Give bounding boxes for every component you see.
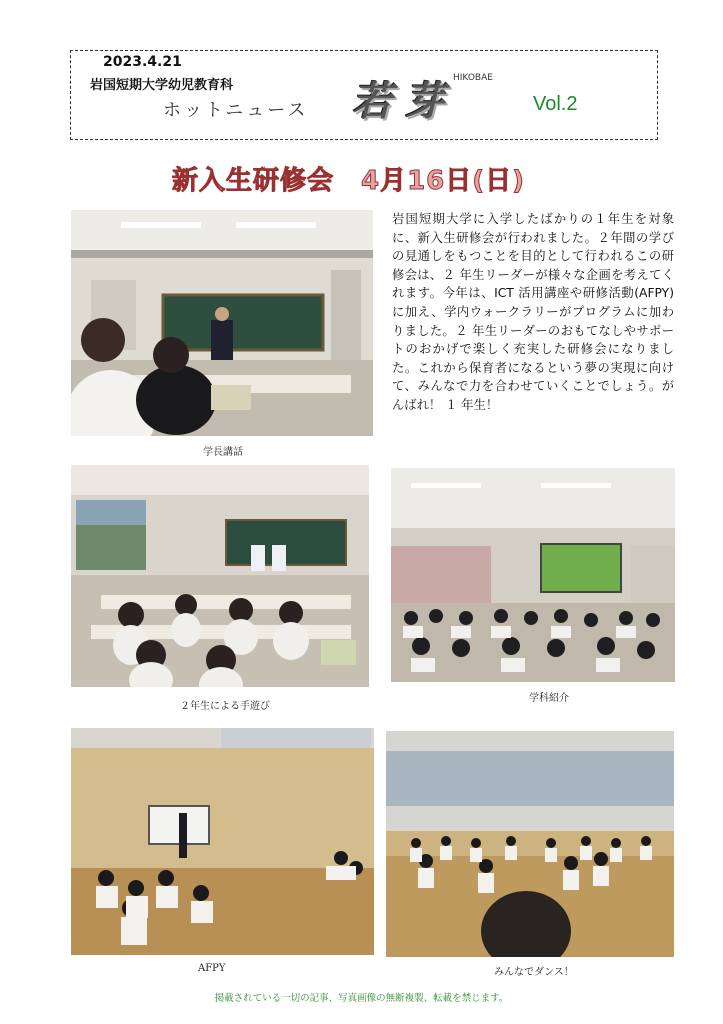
- issue-date: 2023.4.21: [103, 54, 182, 70]
- volume-number: Vol.2: [533, 93, 578, 115]
- photo-afpy: [71, 728, 374, 955]
- photo-caption-afpy: AFPY: [198, 963, 226, 974]
- photo-caption-hand-play: ２年生による手遊び: [180, 701, 270, 712]
- photo-hand-play: [71, 465, 369, 687]
- newsletter-logo: 若芽: [352, 78, 456, 125]
- department-name: 岩国短期大学幼児教育科: [90, 78, 234, 93]
- photo-president-lecture: [71, 210, 373, 436]
- newsletter-name: ホットニュース: [163, 100, 309, 121]
- photo-dance: [386, 731, 674, 957]
- photo-department-intro: [391, 468, 675, 682]
- photo-caption-dance: みんなでダンス！: [494, 967, 574, 978]
- photo-caption-department-intro: 学科紹介: [529, 693, 569, 704]
- headline: 新入生研修会 4月16日(日): [172, 166, 526, 196]
- logo-subtitle: HIKOBAE: [453, 73, 493, 83]
- photo-caption-lecture: 学長講話: [203, 447, 243, 458]
- article-body: 岩国短期大学に入学したばかりの１年生を対象に、新入生研修会が行われました。２年間の学びの見通しをもつことを目的として行われるこの研修会は、２ 年生リーダーが様々な企画を考えてくれます。今年は、ICT 活用講座や研修活動(AFPY)に加え、学内ウォークラリーがプログラムに加わりました。２ 年生リーダーのおもてなしやサポートのおかげで楽しく充実した研修会になりました。これから保育者になるという夢の実現に向けて、みんなで力を合わせていくことでしょう。がんばれ！ １ 年生！: [392, 212, 674, 412]
- copyright-notice: 掲載されている一切の記事、写真画像の無断複製、転載を禁じます。: [214, 993, 509, 1004]
